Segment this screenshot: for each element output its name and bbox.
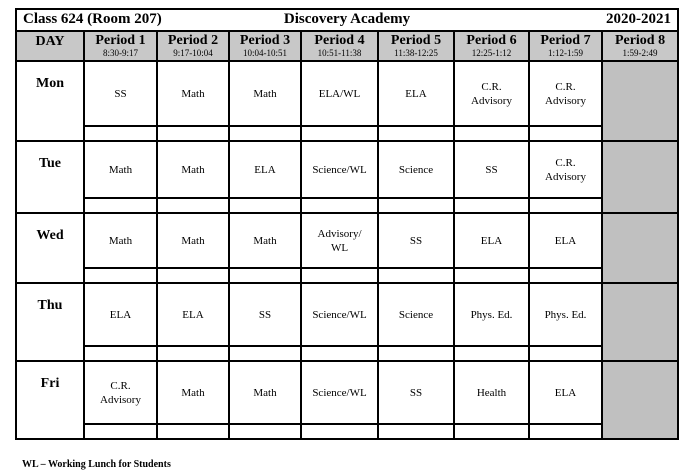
class-label: Class 624 (Room 207) [23,11,162,27]
schedule-table [15,8,679,440]
period-header-1 [84,31,157,61]
blank-cell [229,424,301,439]
period-header-5 [378,31,454,61]
period-header-7 [529,31,602,61]
day-label: Mon [16,61,84,141]
period-header-8 [602,31,678,61]
class-cell: Science [378,141,454,198]
blank-cell [84,424,157,439]
day-row-wed [16,213,678,268]
schedule-sheet [15,8,677,440]
gap-row [16,198,678,213]
class-cell: ELA [529,213,602,268]
period8-empty-cell [602,61,678,141]
period-name: Period 4 [314,33,365,48]
blank-cell [301,346,378,361]
class-cell: Math [229,213,301,268]
period-header-row [16,31,678,61]
day-label: Wed [16,213,84,283]
class-cell: Math [157,213,229,268]
class-cell: SS [229,283,301,346]
class-cell: C.R. Advisory [529,61,602,126]
period-time: 9:17-10:04 [173,48,213,58]
class-cell: Math [157,61,229,126]
period-time: 1:59-2:49 [622,48,658,58]
class-cell: Math [84,213,157,268]
gap-row [16,424,678,439]
class-cell: C.R. Advisory [454,61,529,126]
school-year: 2020-2021 [606,11,672,27]
period-header-2 [157,31,229,61]
class-cell: ELA [529,361,602,424]
blank-cell [529,346,602,361]
day-row-thu [16,283,678,346]
blank-cell [84,198,157,213]
blank-cell [529,126,602,141]
period-header-3 [229,31,301,61]
blank-cell [84,126,157,141]
class-cell: SS [378,213,454,268]
class-cell: SS [454,141,529,198]
class-cell: Math [229,361,301,424]
period-header-6 [454,31,529,61]
blank-cell [229,346,301,361]
period-name: Period 1 [95,33,146,48]
blank-cell [301,424,378,439]
class-cell: Science/WL [301,283,378,346]
blank-cell [157,198,229,213]
footnote: WL – Working Lunch for Students [22,459,171,470]
school-name: Discovery Academy [283,11,411,27]
class-cell: Science/WL [301,361,378,424]
blank-cell [378,198,454,213]
class-cell: ELA [84,283,157,346]
class-cell: ELA [157,283,229,346]
class-cell: ELA [378,61,454,126]
blank-cell [157,268,229,283]
class-cell: C.R. Advisory [84,361,157,424]
period-name: Period 5 [390,33,442,48]
period-time: 8:30-9:17 [103,48,138,58]
gap-row [16,346,678,361]
class-cell: Phys. Ed. [529,283,602,346]
blank-cell [301,198,378,213]
blank-cell [229,268,301,283]
period-name: Period 8 [614,33,666,48]
class-cell: SS [378,361,454,424]
day-column-header: DAY [16,31,84,61]
class-cell: Advisory/ WL [301,213,378,268]
blank-cell [229,126,301,141]
period8-empty-cell [602,283,678,361]
blank-cell [378,268,454,283]
title-bar [16,9,678,31]
blank-cell [529,268,602,283]
day-label: Tue [16,141,84,213]
day-row-mon [16,61,678,126]
day-row-tue [16,141,678,198]
blank-cell [454,268,529,283]
period8-empty-cell [602,213,678,283]
class-cell: ELA [229,141,301,198]
gap-row [16,126,678,141]
blank-cell [157,126,229,141]
class-cell: Science/WL [301,141,378,198]
class-cell: C.R. Advisory [529,141,602,198]
period-name: Period 7 [540,33,591,48]
period-time: 11:38-12:25 [394,48,438,58]
blank-cell [529,198,602,213]
blank-cell [157,424,229,439]
class-cell: Math [229,61,301,126]
period-time: 10:04-10:51 [243,48,287,58]
class-cell: Math [84,141,157,198]
blank-cell [378,424,454,439]
day-row-fri [16,361,678,424]
blank-cell [301,268,378,283]
class-cell: ELA/WL [301,61,378,126]
blank-cell [454,424,529,439]
blank-cell [378,346,454,361]
blank-cell [454,346,529,361]
blank-cell [229,198,301,213]
gap-row [16,268,678,283]
class-cell: Math [157,141,229,198]
class-cell: ELA [454,213,529,268]
period8-empty-cell [602,141,678,213]
blank-cell [454,126,529,141]
period-name: Period 2 [167,33,219,48]
period8-empty-cell [602,361,678,439]
blank-cell [378,126,454,141]
day-label: Fri [16,361,84,439]
period-time: 1:12-1:59 [548,48,583,58]
class-cell: Math [157,361,229,424]
blank-cell [84,346,157,361]
period-time: 10:51-11:38 [317,48,362,58]
blank-cell [84,268,157,283]
day-label: Thu [16,283,84,361]
class-cell: Health [454,361,529,424]
period-name: Period 3 [239,33,291,48]
period-time: 12:25-1:12 [471,48,512,58]
class-cell: Phys. Ed. [454,283,529,346]
blank-cell [529,424,602,439]
period-name: Period 6 [466,33,517,48]
class-cell: SS [84,61,157,126]
blank-cell [454,198,529,213]
blank-cell [157,346,229,361]
blank-cell [301,126,378,141]
class-cell: Science [378,283,454,346]
period-header-4 [301,31,378,61]
